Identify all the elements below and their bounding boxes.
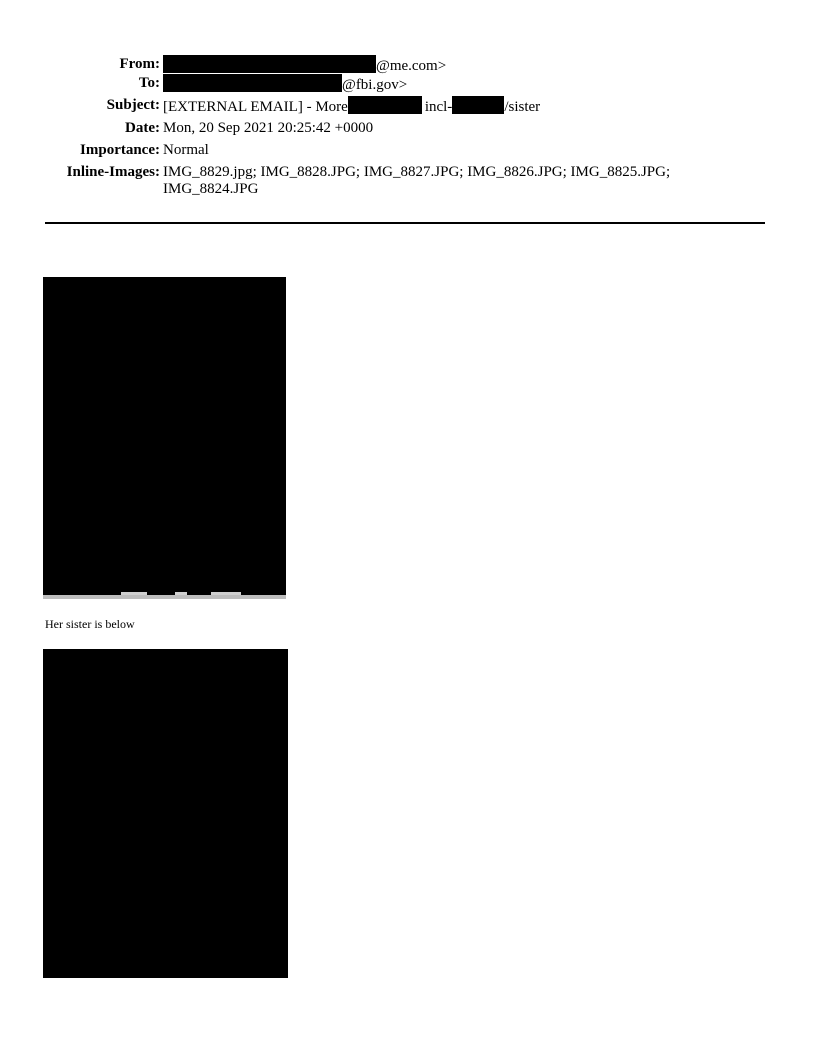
from-email-domain: @me.com> <box>376 58 447 74</box>
redaction-box <box>163 55 376 73</box>
inline-images-label: Inline-Images: <box>66 164 160 180</box>
image-edge-strip <box>43 595 286 599</box>
date-label: Date: <box>125 120 160 136</box>
from-label: From: <box>119 56 160 72</box>
redaction-box <box>452 96 504 114</box>
redaction-box <box>163 74 342 92</box>
subject-part-3: /sister <box>504 99 541 115</box>
redacted-image-2 <box>43 649 288 978</box>
from-value <box>163 55 446 76</box>
inline-images-line1: IMG_8829.jpg; IMG_8828.JPG; IMG_8827.JPG; IMG_8826.JPG; IMG_8825.JPG; <box>163 164 671 180</box>
subject-part-1: [EXTERNAL EMAIL] - More <box>163 99 348 115</box>
subject-part-2: incl- <box>424 99 453 115</box>
subject-value <box>163 96 540 117</box>
header-divider <box>45 222 765 224</box>
importance-label: Importance: <box>80 142 160 158</box>
redaction-box <box>348 96 422 114</box>
date-value: Mon, 20 Sep 2021 20:25:42 +0000 <box>163 120 374 136</box>
to-label: To: <box>138 75 160 91</box>
subject-label: Subject: <box>106 97 160 113</box>
redacted-image-1 <box>43 277 286 599</box>
body-caption: Her sister is below <box>45 617 135 631</box>
to-value <box>163 74 407 95</box>
inline-images-line2: IMG_8824.JPG <box>163 181 259 197</box>
to-email-domain: @fbi.gov> <box>342 77 408 93</box>
importance-value: Normal <box>163 142 209 158</box>
